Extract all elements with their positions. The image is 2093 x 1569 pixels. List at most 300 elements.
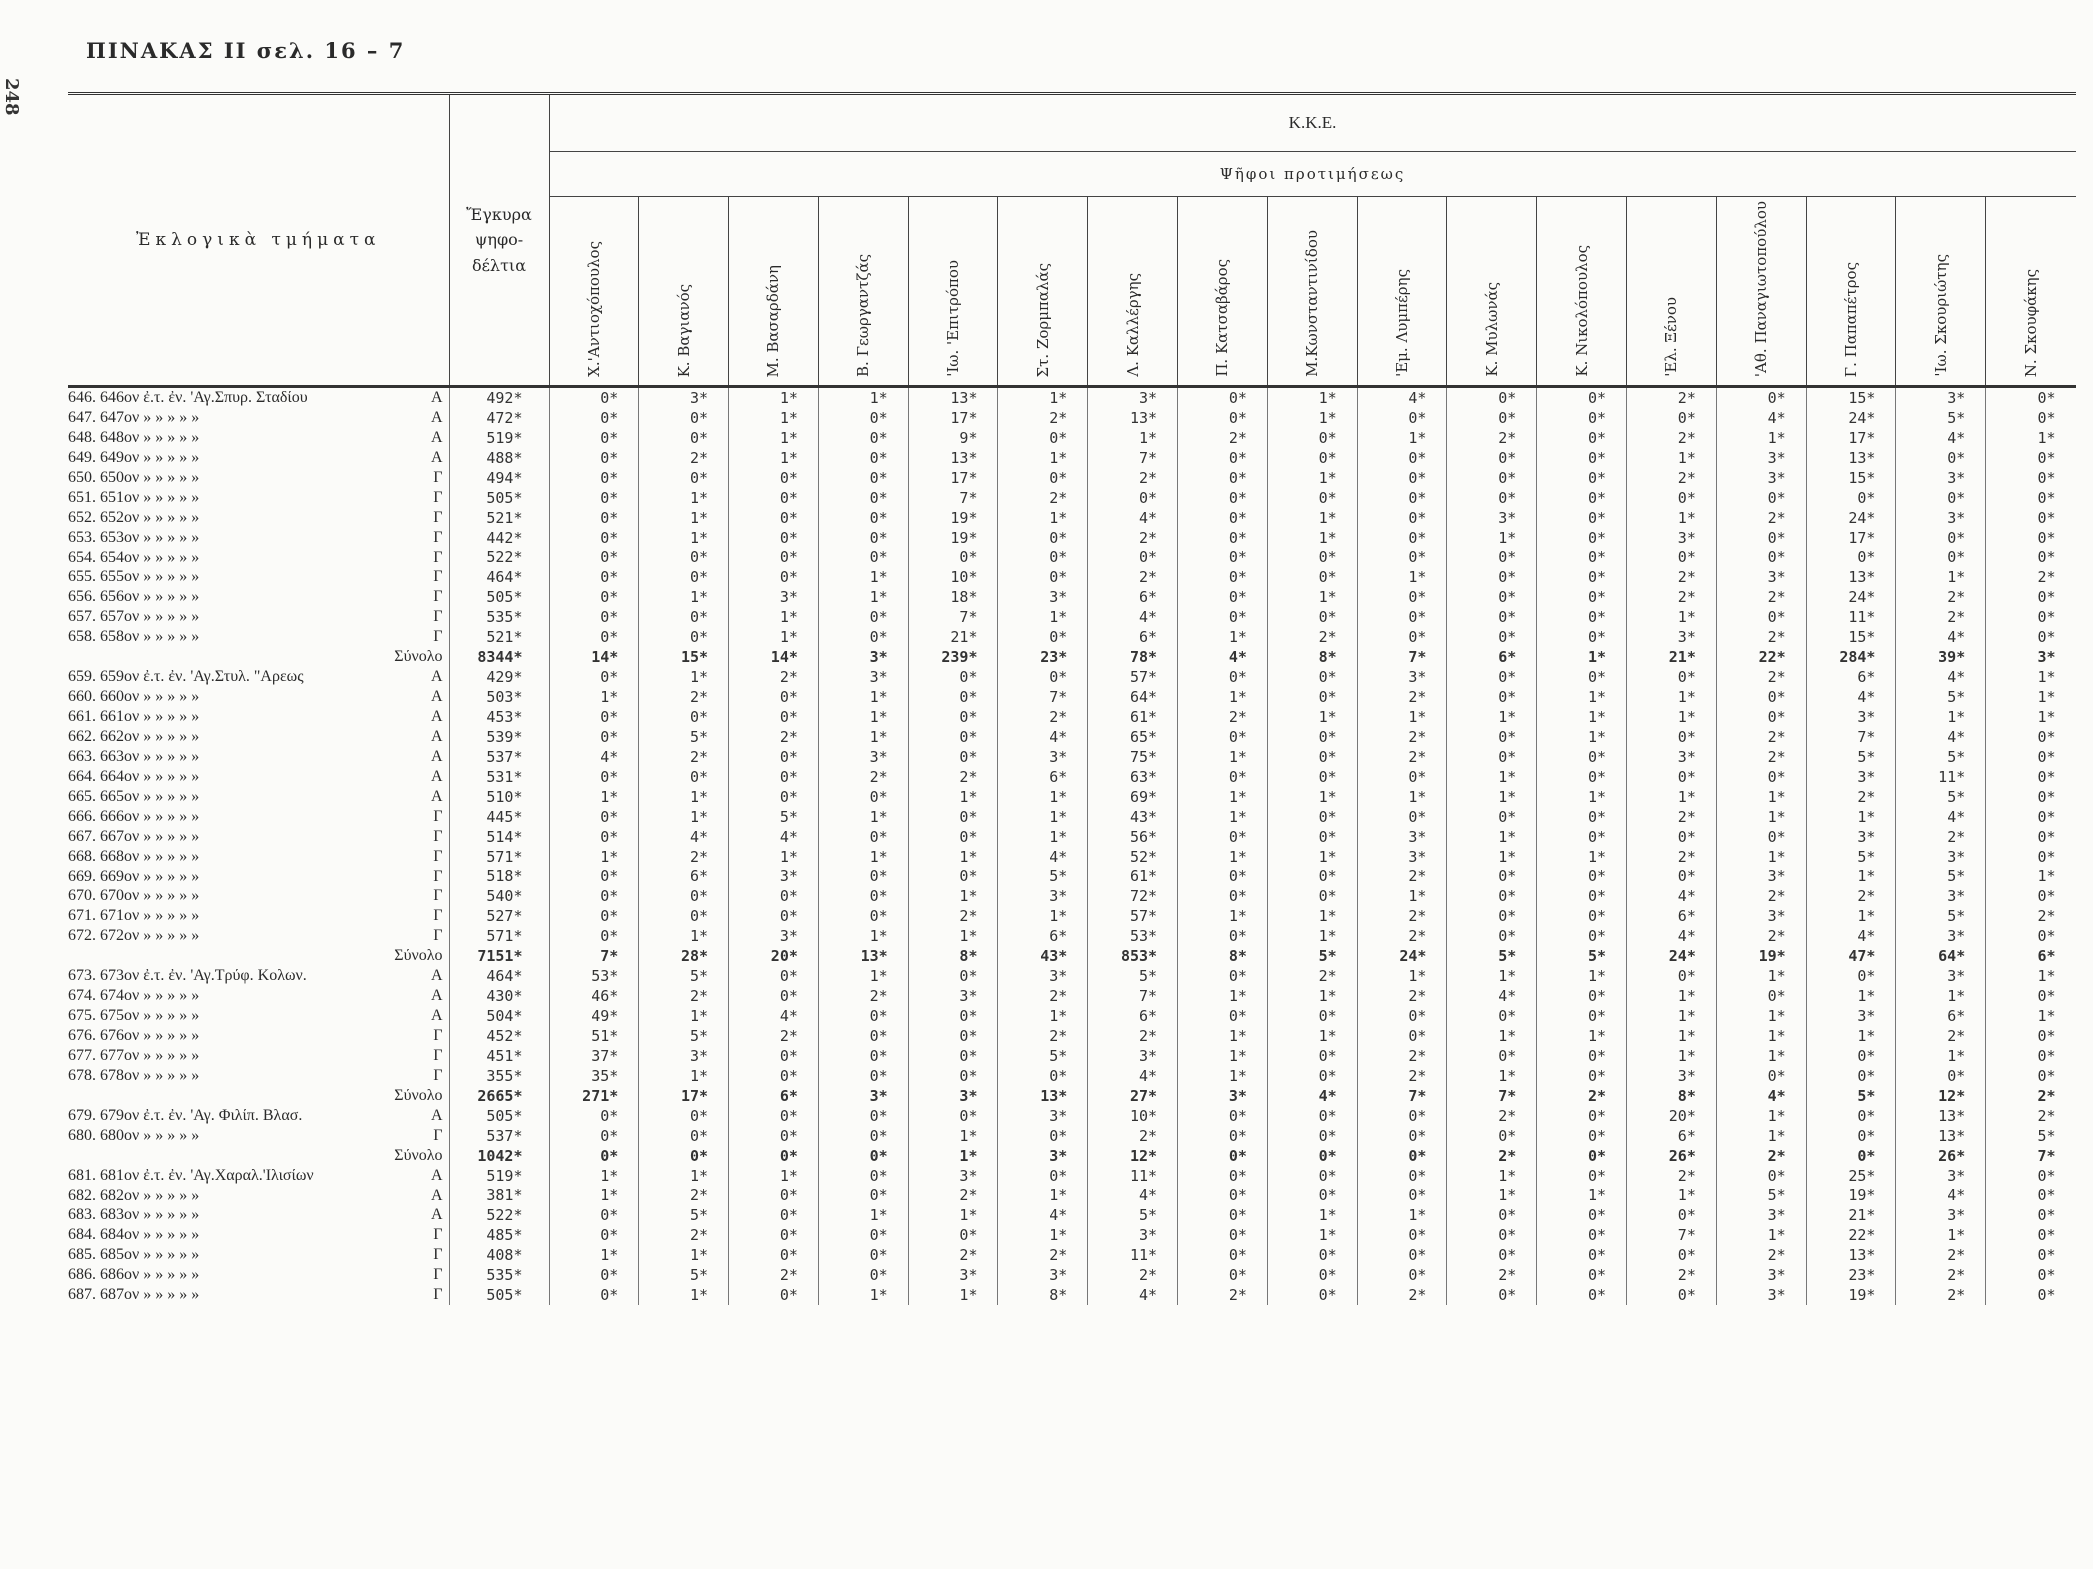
preference-vote-cell: 1* bbox=[998, 387, 1088, 408]
section-label bbox=[68, 607, 449, 627]
preference-vote-cell: 0* bbox=[1357, 1225, 1447, 1245]
preference-vote-cell: 3* bbox=[1627, 747, 1717, 767]
preference-vote-cell: 1* bbox=[1447, 767, 1537, 787]
preference-vote-cell: 0* bbox=[1986, 1166, 2076, 1186]
section-name: 652. 652ον » » » » » bbox=[68, 508, 200, 526]
preference-vote-cell: 2* bbox=[1447, 1146, 1537, 1166]
table-row bbox=[68, 607, 2076, 627]
preference-vote-cell: 0* bbox=[1537, 627, 1627, 647]
valid-ballots-cell: 571* bbox=[449, 847, 549, 867]
preference-vote-cell: 0* bbox=[1447, 926, 1537, 946]
preference-vote-cell: 0* bbox=[1447, 807, 1537, 827]
preference-vote-cell: 0* bbox=[1537, 906, 1627, 926]
preference-vote-cell: 0* bbox=[1537, 587, 1627, 607]
valid-ballots-cell: 505* bbox=[449, 1106, 549, 1126]
preference-vote-cell: 2* bbox=[639, 1225, 729, 1245]
preference-vote-cell: 19* bbox=[1716, 946, 1806, 966]
section-school-code: Γ bbox=[433, 528, 443, 546]
preference-vote-cell: 2* bbox=[1896, 1245, 1986, 1265]
preference-vote-cell: 2* bbox=[1896, 607, 1986, 627]
preference-vote-cell: 1* bbox=[639, 508, 729, 528]
preference-vote-cell: 1* bbox=[908, 1205, 998, 1225]
preference-vote-cell: 0* bbox=[818, 607, 908, 627]
valid-ballots-cell: 1042* bbox=[449, 1146, 549, 1166]
preference-vote-cell: 0* bbox=[998, 567, 1088, 587]
sections-header: Ἐκλογικὰ τμήματα bbox=[68, 94, 449, 387]
preference-vote-cell: 0* bbox=[1178, 448, 1268, 468]
preference-vote-cell: 0* bbox=[1357, 627, 1447, 647]
preference-vote-cell: 0* bbox=[908, 1046, 998, 1066]
section-name: 678. 678ον » » » » » bbox=[68, 1066, 200, 1084]
preference-vote-cell: 1* bbox=[729, 1166, 819, 1186]
section-label: Σύνολο bbox=[394, 1086, 443, 1104]
preference-vote-cell: 0* bbox=[818, 448, 908, 468]
preference-vote-cell: 0* bbox=[1447, 1225, 1537, 1245]
preference-vote-cell: 17* bbox=[639, 1086, 729, 1106]
preference-vote-cell: 1* bbox=[998, 807, 1088, 827]
preference-vote-cell: 4* bbox=[998, 1205, 1088, 1225]
section-school-code: Γ bbox=[433, 1027, 443, 1044]
preference-vote-cell: 1* bbox=[1896, 567, 1986, 587]
preference-vote-cell: 37* bbox=[549, 1046, 639, 1066]
preference-vote-cell: 0* bbox=[1447, 408, 1537, 428]
preference-vote-cell: 3* bbox=[639, 387, 729, 408]
table-row bbox=[68, 1265, 2076, 1285]
section-name: 685. 685ον » » » » » bbox=[68, 1246, 200, 1264]
preference-vote-cell: 0* bbox=[818, 1026, 908, 1046]
preference-vote-cell: 5* bbox=[1896, 747, 1986, 767]
preference-vote-cell: 0* bbox=[908, 667, 998, 687]
preference-vote-cell: 2* bbox=[998, 986, 1088, 1006]
preference-vote-cell: 0* bbox=[1537, 747, 1627, 767]
preference-vote-cell: 0* bbox=[1178, 1006, 1268, 1026]
preference-vote-cell: 2* bbox=[1357, 926, 1447, 946]
table-row bbox=[68, 886, 2076, 906]
preference-vote-cell: 0* bbox=[998, 627, 1088, 647]
preference-vote-cell: 1* bbox=[998, 827, 1088, 847]
preference-vote-cell: 0* bbox=[818, 1066, 908, 1086]
candidate-header bbox=[1627, 197, 1717, 387]
preference-vote-cell: 2* bbox=[1088, 567, 1178, 587]
preference-vote-cell: 5* bbox=[1896, 687, 1986, 707]
preference-vote-cell: 1* bbox=[1267, 468, 1357, 488]
section-name: 660. 660ον » » » » » bbox=[68, 688, 200, 706]
preference-vote-cell: 0* bbox=[1537, 767, 1627, 787]
candidate-header bbox=[1447, 197, 1537, 387]
section-label: Σύνολο bbox=[394, 648, 443, 666]
preference-vote-cell: 56* bbox=[1088, 827, 1178, 847]
preference-vote-cell: 1* bbox=[1537, 1026, 1627, 1046]
preference-vote-cell: 11* bbox=[1088, 1245, 1178, 1265]
preference-vote-cell: 2* bbox=[1357, 1046, 1447, 1066]
preference-vote-cell: 0* bbox=[549, 1146, 639, 1166]
preference-vote-cell: 7* bbox=[908, 488, 998, 508]
preference-vote-cell: 4* bbox=[1627, 926, 1717, 946]
preference-vote-cell: 0* bbox=[1806, 488, 1896, 508]
preference-vote-cell: 0* bbox=[639, 1126, 729, 1146]
preference-vote-cell: 2* bbox=[1088, 1265, 1178, 1285]
preference-vote-cell: 6* bbox=[998, 767, 1088, 787]
preference-vote-cell: 2* bbox=[908, 767, 998, 787]
preference-vote-cell: 7* bbox=[1986, 1146, 2076, 1166]
preference-vote-cell: 19* bbox=[908, 508, 998, 528]
preference-vote-cell: 2* bbox=[1716, 926, 1806, 946]
preference-vote-cell: 22* bbox=[1716, 647, 1806, 667]
preference-vote-cell: 0* bbox=[1178, 567, 1268, 587]
preference-vote-cell: 1* bbox=[1178, 687, 1268, 707]
preference-vote-cell: 0* bbox=[908, 548, 998, 568]
section-label: Σύνολο bbox=[394, 947, 443, 965]
preference-vote-cell: 1* bbox=[818, 1205, 908, 1225]
preference-vote-cell: 0* bbox=[639, 567, 729, 587]
section-school-code: Γ bbox=[433, 847, 443, 865]
preference-vote-cell: 26* bbox=[1896, 1146, 1986, 1166]
preference-vote-cell: 0* bbox=[1178, 966, 1268, 986]
valid-ballots-cell: 519* bbox=[449, 1166, 549, 1186]
preference-vote-cell: 0* bbox=[908, 1066, 998, 1086]
preference-vote-cell: 0* bbox=[549, 548, 639, 568]
preference-vote-cell: 1* bbox=[1267, 508, 1357, 528]
candidate-header bbox=[818, 197, 908, 387]
section-name: 647. 647ον » » » » » bbox=[68, 408, 200, 426]
preference-vote-cell: 3* bbox=[1357, 827, 1447, 847]
preference-vote-cell: 0* bbox=[1447, 1046, 1537, 1066]
preference-vote-cell: 0* bbox=[1178, 1106, 1268, 1126]
preference-vote-cell: 1* bbox=[818, 1285, 908, 1305]
preference-vote-cell: 5* bbox=[1088, 966, 1178, 986]
preference-vote-cell: 1* bbox=[908, 926, 998, 946]
section-label bbox=[68, 1245, 449, 1265]
preference-vote-cell: 1* bbox=[1896, 1046, 1986, 1066]
preference-vote-cell: 0* bbox=[549, 468, 639, 488]
preference-vote-cell: 1* bbox=[908, 1146, 998, 1166]
table-row bbox=[68, 827, 2076, 847]
preference-vote-cell: 0* bbox=[1627, 408, 1717, 428]
preference-vote-cell: 2* bbox=[639, 986, 729, 1006]
preference-vote-cell: 0* bbox=[1267, 667, 1357, 687]
preference-vote-cell: 2* bbox=[639, 747, 729, 767]
preference-vote-cell: 1* bbox=[818, 847, 908, 867]
preference-vote-cell: 2* bbox=[1896, 1265, 1986, 1285]
preference-vote-cell: 1* bbox=[1537, 647, 1627, 667]
candidate-name: Κ. Βαγιανός bbox=[674, 283, 693, 377]
preference-vote-cell: 7* bbox=[1627, 1225, 1717, 1245]
preference-vote-cell: 0* bbox=[1357, 1006, 1447, 1026]
preference-vote-cell: 1* bbox=[818, 687, 908, 707]
preference-vote-cell: 1* bbox=[1627, 1026, 1717, 1046]
preference-vote-cell: 0* bbox=[1896, 528, 1986, 548]
preference-vote-cell: 1* bbox=[818, 727, 908, 747]
preference-vote-cell: 0* bbox=[908, 707, 998, 727]
preference-vote-cell: 0* bbox=[1806, 1046, 1896, 1066]
preference-vote-cell: 1* bbox=[729, 408, 819, 428]
preference-vote-cell: 3* bbox=[998, 966, 1088, 986]
valid-ballots-cell: 430* bbox=[449, 986, 549, 1006]
valid-ballots-cell: 505* bbox=[449, 1285, 549, 1305]
preference-vote-cell: 0* bbox=[1986, 747, 2076, 767]
preference-vote-cell: 1* bbox=[729, 847, 819, 867]
preference-vote-cell: 0* bbox=[1716, 387, 1806, 408]
preference-vote-cell: 0* bbox=[1537, 607, 1627, 627]
section-label bbox=[68, 1285, 449, 1305]
preference-vote-cell: 3* bbox=[1896, 847, 1986, 867]
preference-vote-cell: 0* bbox=[998, 468, 1088, 488]
preference-vote-cell: 0* bbox=[1896, 488, 1986, 508]
preference-vote-cell: 2* bbox=[1627, 1265, 1717, 1285]
preference-vote-cell: 1* bbox=[1716, 807, 1806, 827]
preference-vote-cell: 0* bbox=[1716, 1066, 1806, 1086]
preference-vote-cell: 0* bbox=[1537, 926, 1627, 946]
preference-vote-cell: 0* bbox=[729, 966, 819, 986]
section-label bbox=[68, 387, 449, 408]
preference-vote-cell: 3* bbox=[1806, 707, 1896, 727]
preference-vote-cell: 22* bbox=[1806, 1225, 1896, 1245]
valid-ballots-cell: 522* bbox=[449, 1205, 549, 1225]
preference-vote-cell: 0* bbox=[818, 906, 908, 926]
section-label bbox=[68, 587, 449, 607]
section-label bbox=[68, 966, 449, 986]
preference-vote-cell: 0* bbox=[1537, 1106, 1627, 1126]
preference-vote-cell: 853* bbox=[1088, 946, 1178, 966]
valid-ballots-cell: 510* bbox=[449, 787, 549, 807]
preference-vote-cell: 1* bbox=[1716, 1106, 1806, 1126]
preference-vote-cell: 0* bbox=[549, 508, 639, 528]
preference-vote-cell: 0* bbox=[1267, 448, 1357, 468]
preference-vote-cell: 1* bbox=[549, 847, 639, 867]
preference-vote-cell: 0* bbox=[1357, 1126, 1447, 1146]
preference-vote-cell: 0* bbox=[549, 627, 639, 647]
preference-vote-cell: 4* bbox=[639, 827, 729, 847]
candidate-header bbox=[549, 197, 639, 387]
preference-vote-cell: 1* bbox=[1537, 707, 1627, 727]
preference-vote-cell: 0* bbox=[549, 926, 639, 946]
table-row bbox=[68, 727, 2076, 747]
preference-vote-cell: 0* bbox=[1986, 1225, 2076, 1245]
preference-vote-cell: 1* bbox=[1447, 827, 1537, 847]
preference-vote-cell: 3* bbox=[1716, 1265, 1806, 1285]
preference-vote-cell: 53* bbox=[1088, 926, 1178, 946]
preference-vote-cell: 0* bbox=[818, 408, 908, 428]
preference-vote-cell: 5* bbox=[1806, 747, 1896, 767]
preference-vote-cell: 15* bbox=[1806, 627, 1896, 647]
subtotal-row bbox=[68, 647, 2076, 667]
preference-vote-cell: 1* bbox=[1267, 787, 1357, 807]
section-name: 675. 675ον » » » » » bbox=[68, 1007, 200, 1025]
section-label bbox=[68, 847, 449, 867]
section-name: 664. 664ον » » » » » bbox=[68, 767, 200, 785]
preference-vote-cell: 5* bbox=[639, 966, 729, 986]
section-label bbox=[68, 1166, 449, 1186]
preference-vote-cell: 2* bbox=[1896, 1285, 1986, 1305]
preference-vote-cell: 0* bbox=[1537, 986, 1627, 1006]
preference-vote-cell: 0* bbox=[1447, 387, 1537, 408]
preference-vote-cell: 64* bbox=[1896, 946, 1986, 966]
preference-vote-cell: 1* bbox=[1537, 687, 1627, 707]
valid-ballots-cell: 522* bbox=[449, 548, 549, 568]
preference-vote-cell: 2* bbox=[1357, 906, 1447, 926]
preference-vote-cell: 0* bbox=[1267, 1106, 1357, 1126]
preference-vote-cell: 0* bbox=[729, 567, 819, 587]
preference-vote-cell: 1* bbox=[639, 1006, 729, 1026]
preference-vote-cell: 0* bbox=[818, 1126, 908, 1146]
preference-vote-cell: 0* bbox=[818, 528, 908, 548]
preference-vote-cell: 13* bbox=[1806, 567, 1896, 587]
preference-vote-cell: 0* bbox=[1357, 607, 1447, 627]
preference-vote-cell: 13* bbox=[1088, 408, 1178, 428]
section-name: 687. 687ον » » » » » bbox=[68, 1286, 200, 1304]
preference-vote-cell: 0* bbox=[1716, 528, 1806, 548]
preference-vote-cell: 2* bbox=[1357, 1285, 1447, 1305]
preference-vote-cell: 1* bbox=[549, 1186, 639, 1206]
preference-vote-cell: 0* bbox=[818, 488, 908, 508]
preference-vote-cell: 6* bbox=[1986, 946, 2076, 966]
preference-vote-cell: 8* bbox=[1267, 647, 1357, 667]
preference-vote-cell: 1* bbox=[1267, 707, 1357, 727]
section-label bbox=[68, 1205, 449, 1225]
preference-vote-cell: 1* bbox=[729, 428, 819, 448]
preference-vote-cell: 2* bbox=[1716, 667, 1806, 687]
preference-vote-cell: 0* bbox=[639, 1146, 729, 1166]
preference-vote-cell: 7* bbox=[1357, 647, 1447, 667]
section-name: 666. 666ον » » » » » bbox=[68, 807, 200, 825]
preference-vote-cell: 2* bbox=[729, 1026, 819, 1046]
preference-vote-cell: 3* bbox=[998, 747, 1088, 767]
preference-vote-cell: 0* bbox=[1716, 827, 1806, 847]
preference-vote-cell: 5* bbox=[1447, 946, 1537, 966]
preference-vote-cell: 3* bbox=[1178, 1086, 1268, 1106]
preference-vote-cell: 0* bbox=[1537, 488, 1627, 508]
preference-vote-cell: 1* bbox=[1627, 986, 1717, 1006]
preference-vote-cell: 0* bbox=[1537, 1166, 1627, 1186]
preference-vote-cell: 1* bbox=[1267, 906, 1357, 926]
preference-vote-cell: 2* bbox=[998, 488, 1088, 508]
preference-vote-cell: 1* bbox=[1447, 1026, 1537, 1046]
preference-vote-cell: 0* bbox=[1178, 508, 1268, 528]
preference-vote-cell: 1* bbox=[818, 387, 908, 408]
preference-vote-cell: 3* bbox=[1986, 647, 2076, 667]
preference-vote-cell: 3* bbox=[639, 1046, 729, 1066]
preference-vote-cell: 1* bbox=[998, 787, 1088, 807]
preference-vote-cell: 0* bbox=[908, 1225, 998, 1245]
preference-vote-cell: 0* bbox=[729, 1106, 819, 1126]
preference-vote-cell: 0* bbox=[549, 1106, 639, 1126]
valid-ballots-cell: 521* bbox=[449, 508, 549, 528]
preference-vote-cell: 1* bbox=[1447, 1166, 1537, 1186]
preference-vote-cell: 63* bbox=[1088, 767, 1178, 787]
preference-vote-cell: 1* bbox=[1627, 707, 1717, 727]
preference-vote-cell: 1* bbox=[729, 387, 819, 408]
preference-vote-cell: 2* bbox=[1357, 1066, 1447, 1086]
page-number: 248 bbox=[1, 78, 22, 116]
preference-vote-cell: 0* bbox=[1537, 886, 1627, 906]
preference-vote-cell: 0* bbox=[908, 1026, 998, 1046]
preference-vote-cell: 2* bbox=[1716, 727, 1806, 747]
preference-vote-cell: 0* bbox=[908, 1106, 998, 1126]
preference-vote-cell: 0* bbox=[549, 906, 639, 926]
preference-vote-cell: 7* bbox=[1357, 1086, 1447, 1106]
preference-vote-cell: 75* bbox=[1088, 747, 1178, 767]
preference-vote-cell: 0* bbox=[549, 667, 639, 687]
table-row bbox=[68, 387, 2076, 408]
candidate-header bbox=[908, 197, 998, 387]
preference-vote-cell: 2* bbox=[908, 906, 998, 926]
preference-vote-cell: 1* bbox=[1896, 1225, 1986, 1245]
section-school-code: Α bbox=[430, 987, 443, 1005]
preference-vote-cell: 3* bbox=[1806, 1006, 1896, 1026]
preference-vote-cell: 0* bbox=[1267, 1245, 1357, 1265]
preference-vote-cell: 1* bbox=[1447, 528, 1537, 548]
preference-vote-cell: 52* bbox=[1088, 847, 1178, 867]
preference-vote-cell: 64* bbox=[1088, 687, 1178, 707]
preference-vote-cell: 0* bbox=[1267, 807, 1357, 827]
preference-vote-cell: 2* bbox=[998, 1026, 1088, 1046]
preference-vote-cell: 5* bbox=[1537, 946, 1627, 966]
section-name: 653. 653ον » » » » » bbox=[68, 528, 200, 546]
preference-vote-cell: 5* bbox=[1088, 1205, 1178, 1225]
preference-vote-cell: 3* bbox=[818, 747, 908, 767]
preference-vote-cell: 2* bbox=[729, 667, 819, 687]
preference-vote-cell: 0* bbox=[1267, 1046, 1357, 1066]
section-school-code: Α bbox=[430, 767, 443, 785]
section-school-code: Γ bbox=[433, 548, 443, 566]
preference-vote-cell: 0* bbox=[998, 667, 1088, 687]
preference-vote-cell: 4* bbox=[1627, 886, 1717, 906]
section-name: 671. 671ον » » » » » bbox=[68, 907, 200, 925]
candidate-name: Π. Κατσαβάρος bbox=[1213, 259, 1232, 377]
preference-vote-cell: 3* bbox=[1896, 926, 1986, 946]
section-school-code: Α bbox=[430, 787, 443, 805]
section-label bbox=[68, 1066, 449, 1086]
candidate-name: Μ.Κωνσταντινίδου bbox=[1303, 230, 1322, 377]
section-name: 665. 665ον » » » » » bbox=[68, 787, 200, 805]
preference-vote-cell: 0* bbox=[549, 1265, 639, 1285]
preference-vote-cell: 0* bbox=[1896, 1066, 1986, 1086]
preference-vote-cell: 1* bbox=[1178, 986, 1268, 1006]
preference-vote-cell: 2* bbox=[1627, 567, 1717, 587]
preference-vote-cell: 1* bbox=[908, 847, 998, 867]
valid-ballots-cell: 485* bbox=[449, 1225, 549, 1245]
candidate-name: Μ. Βασαρδάνη bbox=[764, 264, 783, 377]
preference-vote-cell: 1* bbox=[1178, 627, 1268, 647]
valid-ballots-header: Ἔγκυρα ψηφο-δέλτια bbox=[449, 94, 549, 387]
preference-vote-cell: 1* bbox=[1627, 1186, 1717, 1206]
valid-ballots-cell: 442* bbox=[449, 528, 549, 548]
preference-vote-cell: 1* bbox=[1716, 966, 1806, 986]
preference-vote-cell: 0* bbox=[1267, 1066, 1357, 1086]
preference-vote-cell: 3* bbox=[1896, 886, 1986, 906]
preference-vote-cell: 1* bbox=[1357, 707, 1447, 727]
section-school-code: Γ bbox=[433, 1126, 443, 1144]
section-label bbox=[68, 1046, 449, 1066]
preference-vote-cell: 0* bbox=[908, 687, 998, 707]
preference-vote-cell: 3* bbox=[729, 867, 819, 887]
preference-vote-cell: 5* bbox=[1896, 787, 1986, 807]
preference-vote-cell: 1* bbox=[1627, 787, 1717, 807]
section-school-code: Α bbox=[430, 1166, 443, 1184]
preference-vote-cell: 7* bbox=[1088, 448, 1178, 468]
section-school-code: Α bbox=[430, 448, 443, 466]
valid-ballots-cell: 472* bbox=[449, 408, 549, 428]
section-name: 649. 649ον » » » » » bbox=[68, 448, 200, 466]
preference-vote-cell: 0* bbox=[1178, 1166, 1268, 1186]
preference-vote-cell: 4* bbox=[1088, 1285, 1178, 1305]
preference-vote-cell: 1* bbox=[1178, 906, 1268, 926]
candidate-header bbox=[1896, 197, 1986, 387]
table-row bbox=[68, 548, 2076, 568]
preference-vote-cell: 0* bbox=[1986, 986, 2076, 1006]
preference-vote-cell: 0* bbox=[1178, 387, 1268, 408]
preference-vote-cell: 57* bbox=[1088, 667, 1178, 687]
